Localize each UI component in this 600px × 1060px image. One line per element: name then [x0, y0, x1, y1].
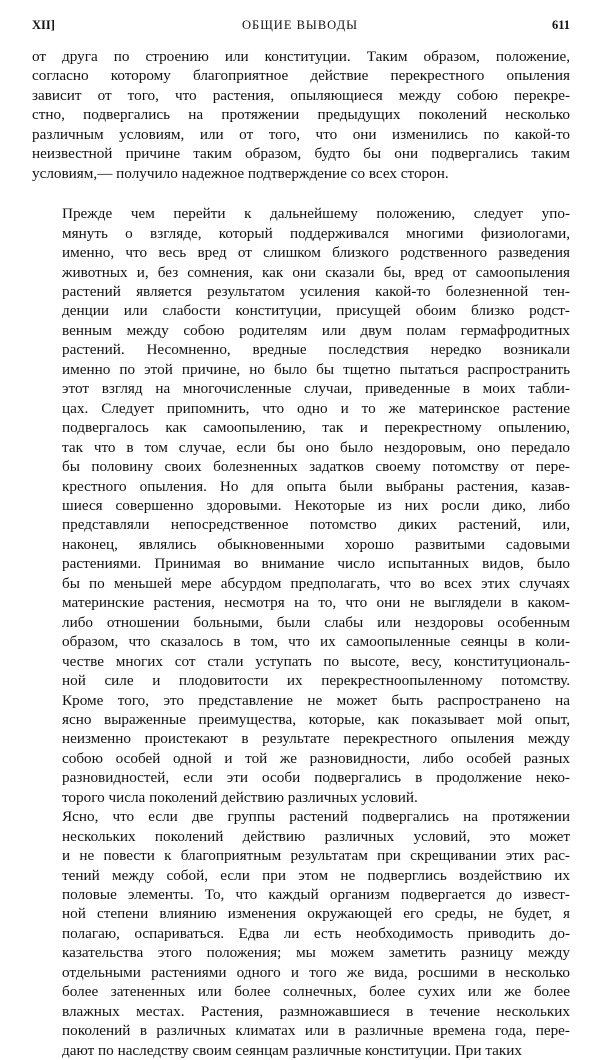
text-line: отдельными растениями одного и того же вида, росшими в несколько [62, 963, 570, 981]
text-line: и не повести к благоприятным результатам при скрещивании этих рас- [62, 847, 570, 865]
text-line: от друга по строению или конституции. Таким образом, положение, [32, 48, 570, 65]
paragraph [32, 47, 570, 183]
text-line: бы половину своих болезненных задатков своему потомству от пере- [62, 458, 570, 476]
text-line: Кроме того, это представление не может быть распространено на [62, 691, 570, 709]
text-line: денции или слабости конституции, присущей обоим близко родст- [62, 302, 570, 320]
text-line: дают по наследству своим сеянцам различные конституции. При таких [62, 1041, 522, 1059]
text-line: бы по меньшей мере абсурдом предполагать, что во всех этих случаях [62, 574, 570, 592]
text-line: неизменно проистекают в результате перекрестного опыления между [62, 730, 570, 748]
chapter-marker: XII] [32, 18, 55, 32]
text-line: образом, что сказалось в том, что их самоопыленные сеянцы в коли- [62, 633, 570, 651]
text-line: поколений в различных климатах или в различные времена года, пере- [62, 1022, 570, 1040]
text-line: так что в том случае, если бы оно было нездоровым, оно передало [62, 438, 570, 456]
text-line: мянуть о взгляде, который поддерживался многими физиологами, [62, 224, 570, 242]
text-line: растений. Несомненно, вредные последствия нередко возникали [62, 341, 570, 359]
text-line: половые элементы. То, что каждый организм подвергается до извест- [62, 886, 570, 904]
text-line: нескольких поколений действию различных условий, это может [62, 827, 570, 845]
text-line: именно по этой причине, но было бы тщетно пытаться распространить [62, 360, 570, 378]
text-line: ясно выраженные преимущества, которые, как показывает мой опыт, [62, 710, 570, 728]
text-line: этот взгляд на многочисленные случаи, приведенные в моих табли- [62, 380, 570, 398]
text-line: растениями. Принимая во внимание число испытанных видов, было [62, 555, 570, 573]
text-line: разновидностей, если эти особи подвергались в продолжение неко- [62, 769, 570, 787]
text-line: венным между собою родителям или двум полам гермафродитных [62, 321, 570, 339]
text-line: животных и, без сомнения, как они сказали бы, вред от самоопыления [62, 263, 570, 281]
running-header [18, 18, 582, 38]
text-line: собою особей одной и той же разновидности, либо особей разных [62, 749, 570, 767]
text-line: ной степени влиянию изменения окружающей его среды, не будет, я [62, 905, 570, 923]
text-line: зависит от того, что растения, опыляющиеся между собою перекре- [32, 86, 570, 104]
text-line: казательства этого положения; мы можем заметить разницу между [62, 944, 570, 962]
text-line: представляли непосредственное потомство диких растений, или, [62, 516, 570, 534]
text-line: цах. Следует припомнить, что одно и то же материнское растение [62, 399, 570, 417]
running-title: ОБЩИЕ ВЫВОДЫ [241, 18, 358, 32]
text-line: шиеся совершенно здоровыми. Некоторые из них росли дико, либо [62, 496, 570, 514]
text-line: более затененных или более солнечных, более сухих или же более [62, 983, 570, 1001]
text-line: влажных местах. Растения, размножавшиеся в течение нескольких [62, 1002, 570, 1020]
text-line: именно, что весь вред от слишком близкого родственного разведения [62, 244, 570, 262]
text-line: согласно которому благоприятное действие перекрестного опыления [32, 67, 570, 85]
text-line: подвергалось как самоопылению, так и перекрестному опылению, [62, 419, 570, 437]
text-line: торого числа поколений действию различных условий. [62, 788, 418, 806]
text-line: неизвестной причине таким образом, будто бы они подвергались таким [32, 145, 570, 163]
text-line: крестного опыления. Но для опыта были выбраны растения, казав- [62, 477, 570, 495]
text-line: полагаю, оспариваться. Едва ли есть необходимость приводить до- [62, 924, 570, 942]
text-line: честве многих сот стали уступать по высоте, весу, конституциональ- [62, 652, 570, 670]
text-line: растений является результатом усиления какой-то болезненной тен- [62, 282, 570, 300]
text-line: либо отношении больными, были слабы или нездоровы особенным [62, 613, 570, 631]
text-line: материнские растения, несмотря на то, что они не выглядели в каком- [62, 594, 570, 612]
paragraph [32, 807, 570, 1060]
page-number: 611 [551, 18, 570, 32]
paragraph [32, 204, 570, 807]
text-line: наконец, являлись обыкновенными хорошо развитыми садовыми [62, 535, 570, 553]
text-line: стно, подвергались на протяжении предыдущих поколений несколько [32, 106, 570, 124]
text-line: условиям,— получило надежное подтверждение со всех сторон. [32, 164, 449, 182]
text-line: тений между собой, если при этом не подверглись воздействию их [62, 866, 570, 884]
text-line: Ясно, что если две группы растений подвергались на протяжении [62, 808, 570, 826]
text-line: различным условиям, или от того, что они изменились по какой-то [32, 125, 570, 143]
body-text [32, 47, 570, 1060]
text-line: Прежде чем перейти к дальнейшему положению, следует упо- [62, 205, 570, 223]
text-line: ной силе и плодовитости их перекрестноопыленному потомству. [62, 672, 570, 690]
